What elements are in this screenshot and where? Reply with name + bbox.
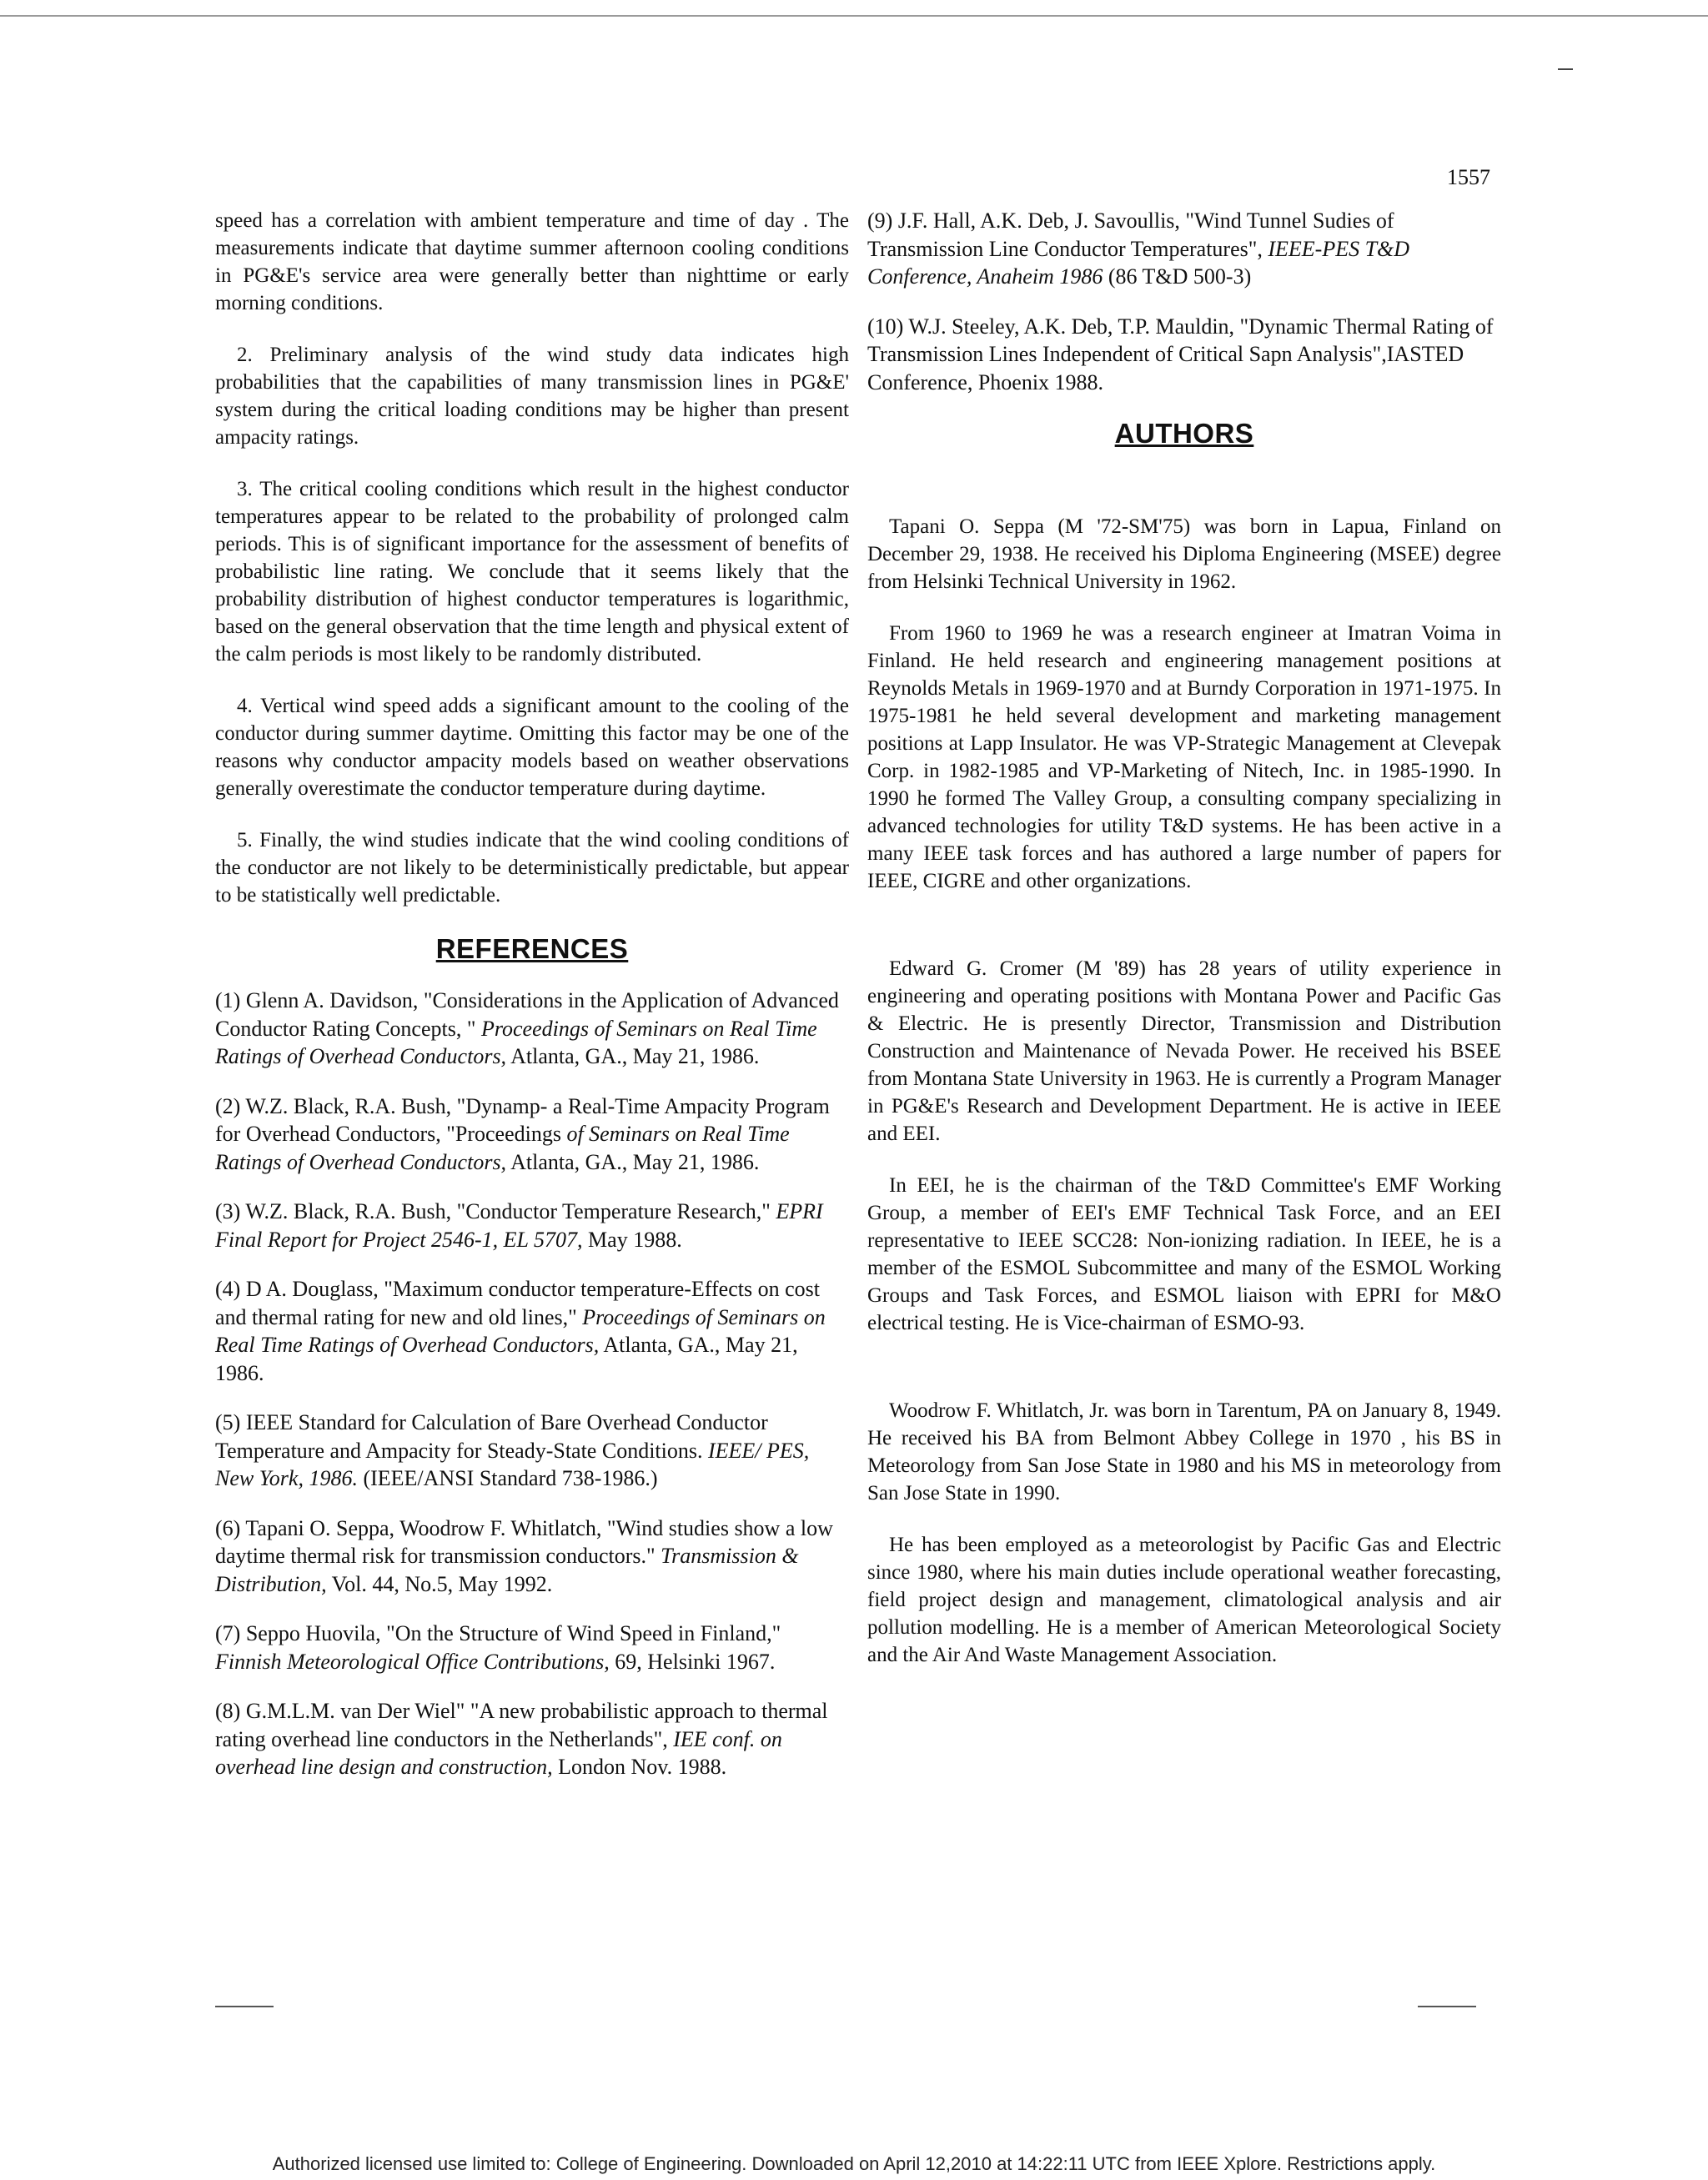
author-cromer-bio-2: In EEI, he is the chairman of the T&D Committee's EMF Working Group, a member of EEI's EMF Technical Task Force, and an EEI representative to IEEE SCC28: Non-ionizing radiation. In IEEE, he is a member of the ESMOL Subcommittee and many of the ESMOL Working Groups and Task Forces, and ESMOL liaison with EPRI for M&O electrical testing. He is Vice-chairman of ESMO-93. [867,1174,1501,1334]
conclusion-paragraph-5: 5. Finally, the wind studies indicate that the wind cooling conditions of the conductor are not likely to be deterministically predictable, but appear to be statistically well predictable. [215,829,849,907]
conclusion-paragraph-2: 2. Preliminary analysis of the wind study data indicates high probabilities that the capabilities of many transmission lines in PG&E' system during the critical loading conditions may be higher than present ampacity ratings. [215,344,849,449]
conclusion-paragraph-4: 4. Vertical wind speed adds a significant amount to the cooling of the conductor during summer daytime. Omitting this factor may be one of the reasons why conductor ampacity models based on weather observations generally overestimate the conductor temperature during daytime. [215,695,849,800]
reference-1: (1) Glenn A. Davidson, "Considerations in the Application of Advanced Conductor Rating Concepts, " Proceedings of Seminars on Real Time Ratings of Overhead Conductors, Atlanta, GA., May 21, 1986. [215,988,839,1068]
scan-mark [215,2006,274,2007]
conclusion-paragraph-1: speed has a correlation with ambient temperature and time of day . The measurements indicate that daytime summer afternoon cooling conditions in PG&E's service area were generally better than nighttime or early morning conditions. [215,209,849,314]
author-cromer-bio-1: Edward G. Cromer (M '89) has 28 years of utility experience in engineering and operating positions with Montana Power and Pacific Gas & Electric. He is presently Director, Transmission and Distribution Construction and Maintenance of Nevada Power. He received his BSEE from Montana State University in 1963. He is currently a Program Manager in PG&E's Research and Development Department. He is active in IEEE and EEI. [867,957,1501,1145]
author-whitlatch-bio-1: Woodrow F. Whitlatch, Jr. was born in Tarentum, PA on January 8, 1949. He received his BA from Belmont Abbey College in 1970 , his BS in Meteorology from San Jose State in 1980 and his MS in meteorology from San Jose State in 1990. [867,1399,1501,1504]
reference-3: (3) W.Z. Black, R.A. Bush, "Conductor Temperature Research," EPRI Final Report for Project 2546-1, EL 5707, May 1988. [215,1199,823,1252]
reference-5: (5) IEEE Standard for Calculation of Bare Overhead Conductor Temperature and Ampacity for Steady-State Conditions. IEEE/ PES, New York, 1986. (IEEE/ANSI Standard 738-1986.) [215,1410,810,1490]
scan-mark [1418,2006,1476,2007]
reference-8: (8) G.M.L.M. van Der Wiel" "A new probabilistic approach to thermal rating overhead line conductors in the Netherlands", IEE conf. on overhead line design and construction, London Nov. 1988. [215,1699,828,1779]
author-seppa-bio-2: From 1960 to 1969 he was a research engineer at Imatran Voima in Finland. He held research and engineering management positions at Reynolds Metals in 1969-1970 and at Burndy Corporation in 1971-1975. In 1975-1981 he held several development and marketing management positions at Lapp Insulator. He was VP-Strategic Management at Clevepak Corp. in 1982-1985 and VP-Marketing of Nitech, Inc. in 1985-1990. In 1990 he formed The Valley Group, a consulting company specializing in advanced technologies for utility T&D systems. He has been active in a many IEEE task forces and has authored a large number of papers for IEEE, CIGRE and other organizations. [867,622,1501,892]
conclusion-paragraph-3: 3. The critical cooling conditions which result in the highest conductor temperatures appear to be related to the probability of prolonged calm periods. This is of significant importance for the assessment of benefits of probabilistic line rating. We conclude that it seems likely that the probability distribution of highest conductor temperatures is logarithmic, based on the general observation that the time length and physical extent of the calm periods is most likely to be randomly distributed. [215,478,849,666]
reference-2: (2) W.Z. Black, R.A. Bush, "Dynamp- a Real-Time Ampacity Program for Overhead Conductors, "Proceedings of Seminars on Real Time Ratings of Overhead Conductors, Atlanta, GA., May 21, 1986. [215,1093,830,1174]
license-footer: Authorized licensed use limited to: College of Engineering. Downloaded on April 12,2010 at 14:22:11 UTC from IEEE Xplore. Restrictions apply. [272,2153,1436,2174]
author-seppa-bio-1: Tapani O. Seppa (M '72-SM'75) was born in Lapua, Finland on December 29, 1938. He received his Diploma Engineering (MSEE) degree from Helsinki Technical University in 1962. [867,515,1501,593]
reference-9: (9) J.F. Hall, A.K. Deb, J. Savoullis, "Wind Tunnel Sudies of Transmission Line Conductor Temperatures", IEEE-PES T&D Conference, Anaheim 1986 (86 T&D 500-3) [867,208,1410,289]
authors-heading: AUTHORS [1114,418,1254,449]
right-column [867,207,1501,1693]
corner-mark [1558,68,1573,70]
left-column [215,207,849,1803]
reference-10: (10) W.J. Steeley, A.K. Deb, T.P. Mauldin, "Dynamic Thermal Rating of Transmission Lines Independent of Critical Sapn Analysis",IASTED Conference, Phoenix 1988. [867,314,1494,394]
reference-6: (6) Tapani O. Seppa, Woodrow F. Whitlatch, "Wind studies show a low daytime thermal risk for transmission conductors." Transmission & Distribution, Vol. 44, No.5, May 1992. [215,1515,833,1596]
reference-7: (7) Seppo Huovila, "On the Structure of Wind Speed in Finland," Finnish Meteorological Office Contributions, 69, Helsinki 1967. [215,1621,781,1674]
page-number: 1557 [1447,165,1490,189]
top-rule [0,15,1708,17]
reference-4: (4) D A. Douglass, "Maximum conductor temperature-Effects on cost and thermal rating for new and old lines," Proceedings of Seminars on Real Time Ratings of Overhead Conductors, Atlanta, GA., May 21, 1986. [215,1277,826,1385]
author-whitlatch-bio-2: He has been employed as a meteorologist by Pacific Gas and Electric since 1980, where his main duties include operational weather forecasting, field project design and management, climatological analysis and air pollution modelling. He is a member of American Meteorological Society and the Air And Waste Management Association. [867,1534,1501,1666]
references-heading: REFERENCES [435,933,629,964]
